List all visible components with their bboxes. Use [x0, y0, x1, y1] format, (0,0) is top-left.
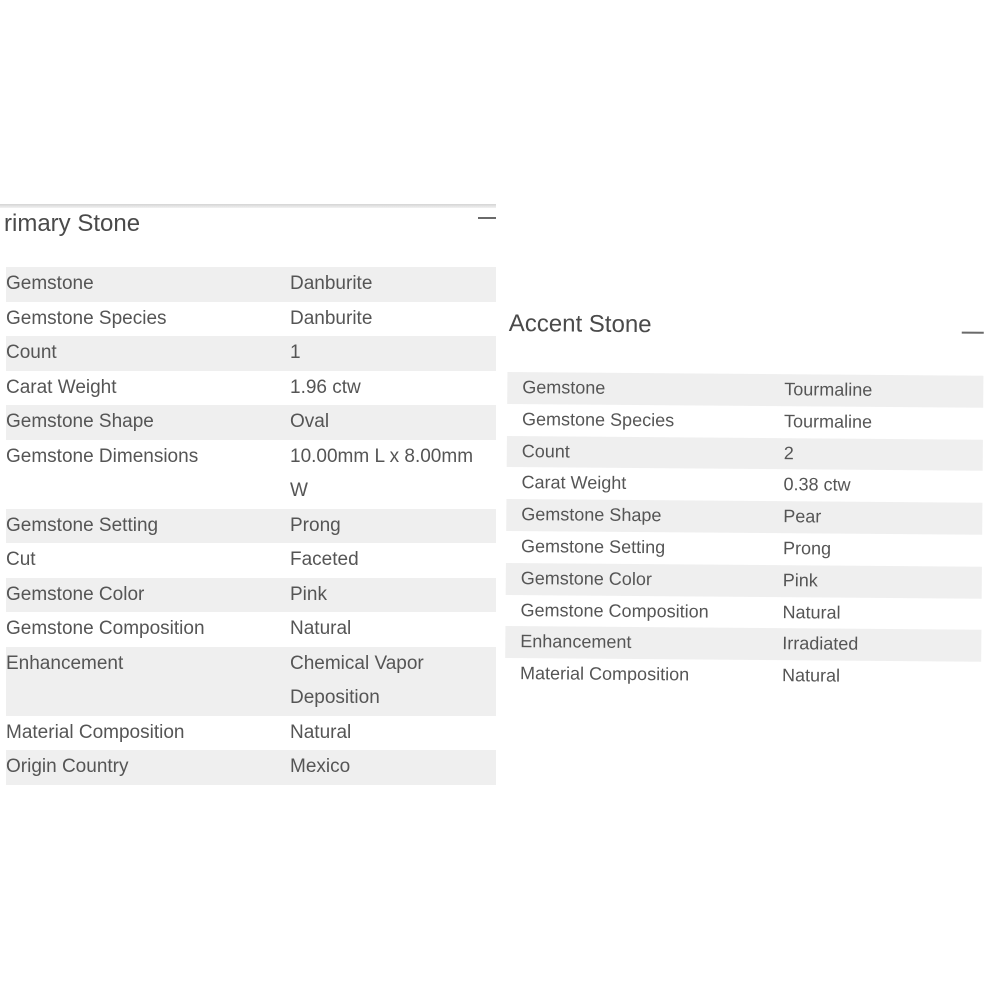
spec-label: Material Composition — [6, 721, 185, 743]
spec-row — [507, 404, 983, 440]
accent-stone-spec-table — [505, 372, 983, 694]
spec-label: Count — [521, 440, 570, 462]
spec-label: Enhancement — [6, 652, 124, 674]
collapse-icon[interactable] — [962, 332, 984, 334]
spec-value: Faceted — [290, 549, 359, 570]
spec-row — [6, 440, 496, 509]
spec-value: Tourmaline — [783, 410, 873, 432]
spec-value: 1.96 ctw — [290, 376, 361, 398]
spec-value: Natural — [290, 618, 352, 639]
spec-value: Pear — [783, 506, 822, 527]
spec-value: Pink — [290, 583, 327, 605]
spec-label: Gemstone Setting — [520, 536, 666, 558]
spec-value: Chemical Vapor Deposition — [290, 652, 424, 708]
spec-value: 2 — [783, 442, 794, 463]
spec-row — [6, 750, 496, 785]
spec-value: Oval — [290, 411, 330, 432]
spec-label: Material Composition — [519, 663, 690, 685]
spec-value: Natural — [781, 665, 841, 686]
spec-row — [6, 336, 496, 371]
primary-stone-title[interactable]: rimary Stone — [4, 210, 141, 237]
spec-row — [505, 658, 981, 694]
spec-row — [507, 436, 983, 472]
spec-label: Carat Weight — [521, 472, 627, 494]
spec-label: Gemstone Dimensions — [6, 445, 199, 467]
spec-label: Enhancement — [520, 631, 632, 653]
spec-value: 1 — [290, 342, 301, 363]
spec-label: Gemstone Composition — [520, 599, 709, 622]
spec-row — [6, 716, 496, 751]
spec-label: Gemstone Species — [521, 408, 675, 431]
spec-row — [506, 563, 982, 599]
spec-value: Irradiated — [782, 633, 859, 655]
accent-stone-panel — [508, 300, 984, 686]
spec-value: Danburite — [290, 307, 373, 329]
spec-row — [6, 405, 496, 440]
spec-value: Pink — [782, 569, 818, 591]
spec-value: Tourmaline — [784, 379, 873, 400]
spec-label: Gemstone Species — [6, 307, 167, 329]
spec-label: Gemstone Shape — [521, 504, 662, 526]
spec-label: Gemstone Shape — [6, 411, 154, 432]
spec-value: 0.38 ctw — [783, 474, 851, 496]
spec-row — [505, 626, 981, 662]
spec-row — [6, 612, 496, 647]
spec-label: Gemstone Setting — [6, 514, 159, 536]
panel-divider — [0, 204, 496, 208]
spec-row — [506, 531, 982, 567]
spec-label: Gemstone — [522, 377, 606, 398]
spec-row — [6, 371, 496, 406]
spec-row — [6, 543, 496, 578]
spec-label: Gemstone Color — [6, 583, 145, 605]
spec-value: 10.00mm L x 8.00mm W — [290, 445, 474, 501]
spec-row — [506, 499, 982, 535]
spec-label: Count — [6, 342, 57, 363]
spec-value: Natural — [782, 601, 841, 623]
collapse-icon[interactable] — [478, 217, 496, 219]
spec-label: Cut — [6, 549, 36, 570]
spec-label: Gemstone — [6, 273, 94, 294]
spec-value: Prong — [782, 538, 832, 559]
spec-value: Mexico — [290, 756, 351, 777]
spec-value: Natural — [290, 721, 352, 743]
spec-row — [507, 372, 983, 408]
spec-row — [6, 302, 496, 337]
spec-value: Danburite — [290, 273, 373, 294]
spec-label: Gemstone Composition — [6, 618, 205, 639]
spec-row — [6, 267, 496, 302]
spec-row — [6, 647, 496, 716]
spec-label: Gemstone Color — [520, 567, 652, 589]
primary-stone-spec-table — [0, 267, 496, 785]
spec-row — [505, 595, 981, 631]
accent-stone-title[interactable]: Accent Stone — [508, 310, 652, 339]
spec-label: Origin Country — [6, 756, 129, 777]
spec-value: Prong — [290, 514, 341, 536]
spec-label: Carat Weight — [6, 376, 117, 398]
spec-row — [6, 509, 496, 544]
spec-row — [506, 467, 982, 503]
spec-row — [6, 578, 496, 613]
